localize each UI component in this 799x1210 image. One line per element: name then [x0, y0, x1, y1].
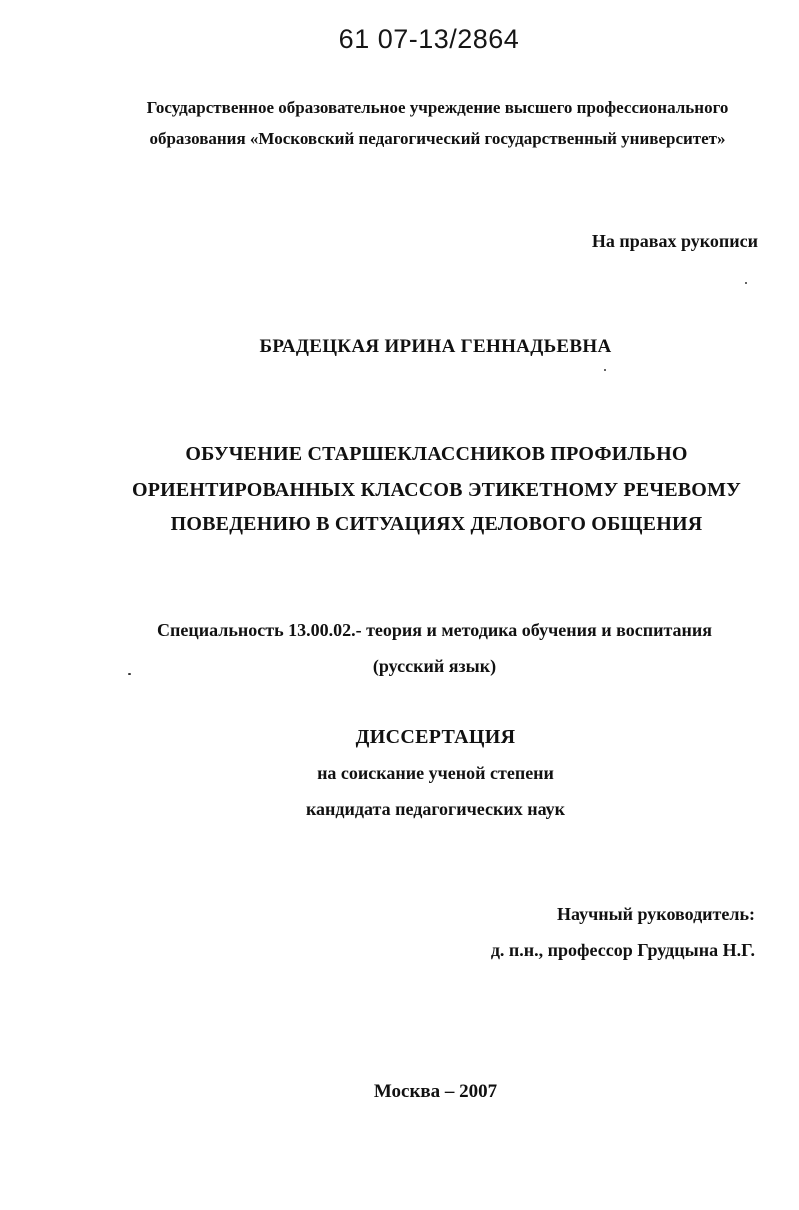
specialty-line	[35, 620, 799, 641]
institution-name-line-2: образования «Московский педагогический государственный университет»	[149, 129, 726, 148]
dissertation-title-line-1: ОБУЧЕНИЕ СТАРШЕКЛАССНИКОВ ПРОФИЛЬНО	[185, 443, 688, 465]
institution-name-line-1: Государственное образовательное учреждение высшего профессионального	[146, 98, 729, 117]
supervisor-label: Научный руководитель:	[557, 904, 755, 924]
dissertation-title-line-3: ПОВЕДЕНИЮ В СИТУАЦИЯХ ДЕЛОВОГО ОБЩЕНИЯ	[170, 513, 703, 535]
document-type: ДИССЕРТАЦИЯ	[355, 726, 516, 748]
author-name: БРАДЕЦКАЯ ИРИНА ГЕННАДЬЕВНА	[259, 336, 612, 357]
scan-speck	[745, 282, 747, 284]
degree-line-1: на соискание ученой степени	[317, 763, 554, 783]
supervisor-name: д. п.н., профессор Грудцына Н.Г.	[490, 940, 755, 960]
specialty-description: теория и методика обучения и воспитания	[361, 620, 712, 640]
specialty-subject: (русский язык)	[372, 656, 497, 676]
scan-speck	[128, 673, 131, 675]
scan-speck	[604, 369, 606, 371]
manuscript-rights-note: На правах рукописи	[591, 231, 758, 251]
degree-line-2: кандидата педагогических наук	[305, 799, 566, 819]
dissertation-title-line-2: ОРИЕНТИРОВАННЫХ КЛАССОВ ЭТИКЕТНОМУ РЕЧЕВОМУ	[131, 479, 742, 501]
catalog-number: 61 07-13/2864	[338, 24, 520, 54]
place-and-year: Москва – 2007	[373, 1081, 498, 1102]
specialty-code: Специальность 13.00.02.-	[156, 620, 362, 640]
